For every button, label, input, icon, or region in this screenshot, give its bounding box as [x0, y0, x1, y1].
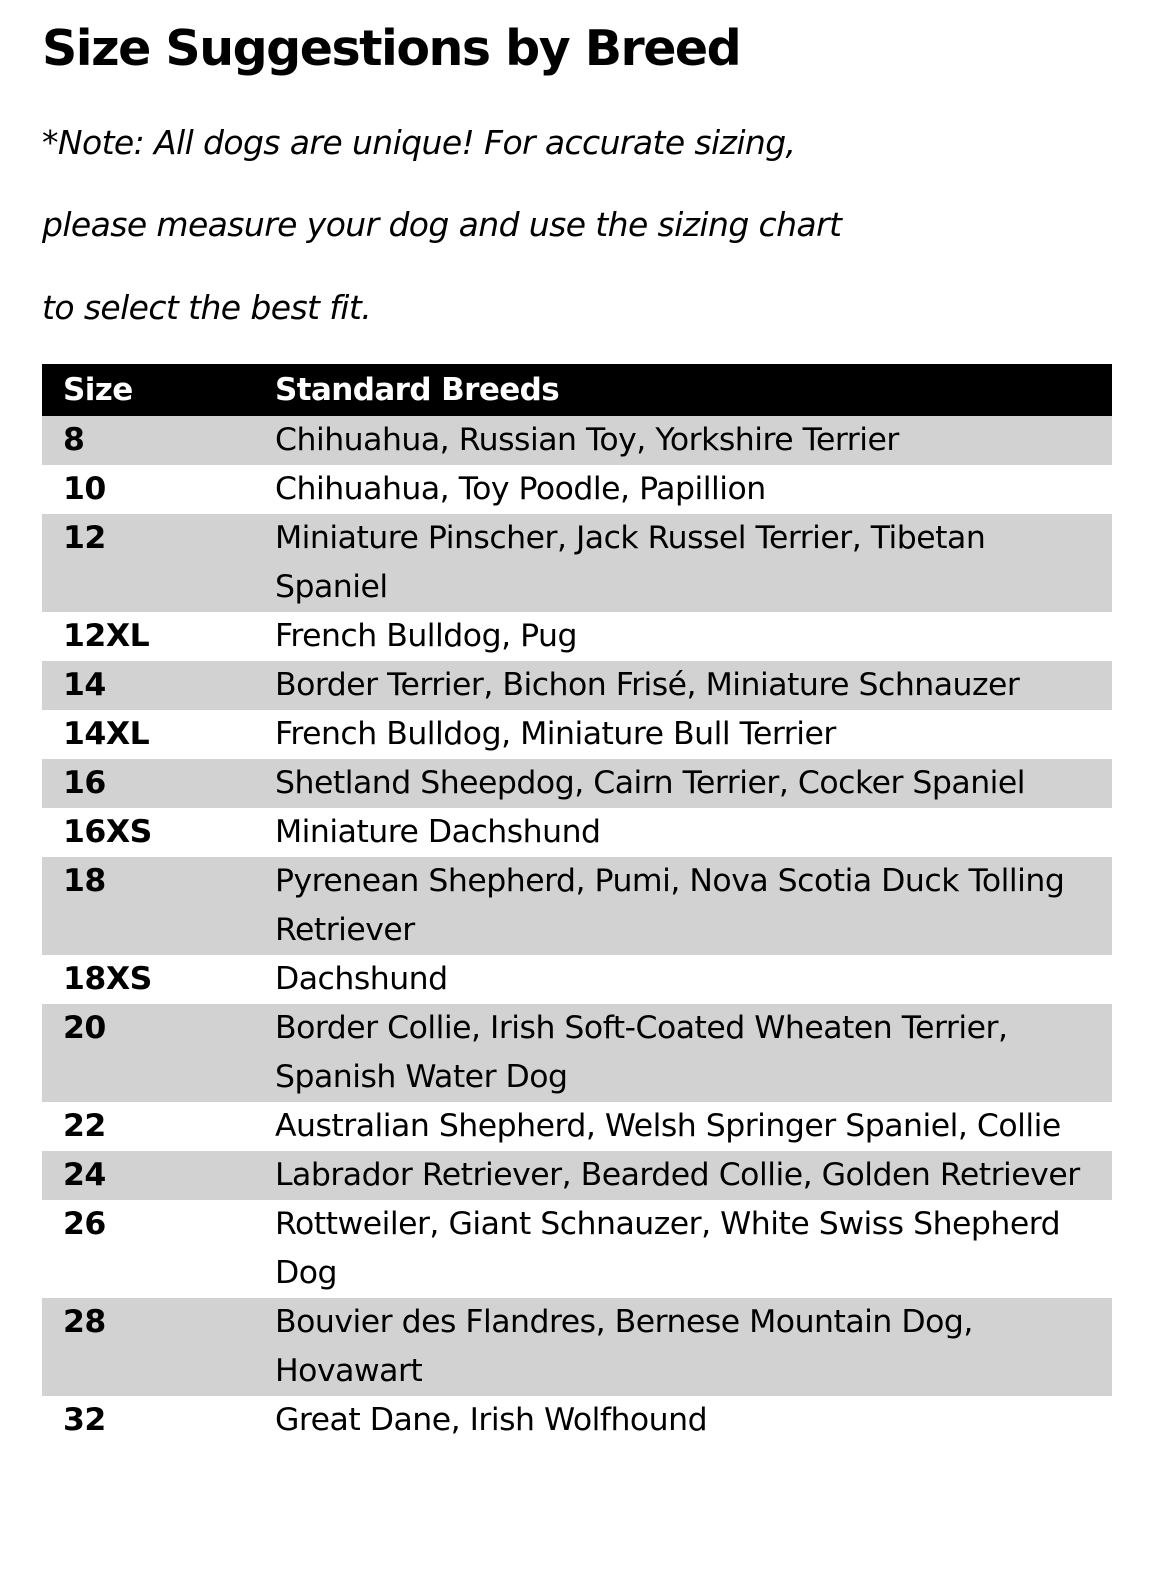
breeds-cell: French Bulldog, Miniature Bull Terrier [275, 716, 836, 752]
note-line-1: *Note: All dogs are unique! For accurate sizing, [42, 123, 796, 162]
size-cell: 16 [63, 765, 106, 801]
breeds-cell: Great Dane, Irish Wolfhound [275, 1402, 708, 1438]
page-title: Size Suggestions by Breed [42, 20, 741, 77]
size-cell: 8 [63, 422, 85, 458]
breeds-cell: Shetland Sheepdog, Cairn Terrier, Cocker Spaniel [275, 765, 1026, 801]
size-cell: 18 [63, 863, 106, 899]
table-row [42, 612, 1112, 661]
table-row [42, 465, 1112, 514]
table-row [42, 416, 1112, 465]
size-cell: 10 [63, 471, 106, 507]
size-breed-table [42, 364, 1112, 1445]
size-cell: 32 [63, 1402, 106, 1438]
size-cell: 12XL [63, 618, 150, 654]
size-cell: 22 [63, 1108, 106, 1144]
size-cell: 20 [63, 1010, 106, 1046]
size-cell: 26 [63, 1206, 106, 1242]
size-cell: 12 [63, 520, 106, 556]
size-cell: 18XS [63, 961, 152, 997]
table-row [42, 808, 1112, 857]
breeds-cell: Australian Shepherd, Welsh Springer Spaniel, Collie [275, 1108, 1061, 1144]
breeds-cell: French Bulldog, Pug [275, 618, 577, 654]
size-cell: 24 [63, 1157, 106, 1193]
breeds-cell: Border Collie, Irish Soft-Coated Wheaten Terrier, Spanish Water Dog [275, 1010, 1008, 1095]
table-row [42, 1298, 1112, 1396]
header-size: Size [63, 372, 133, 408]
table-row [42, 710, 1112, 759]
table-row [42, 857, 1112, 955]
breeds-cell: Rottweiler, Giant Schnauzer, White Swiss Shepherd Dog [275, 1206, 1061, 1291]
table-row [42, 514, 1112, 612]
size-cell: 14XL [63, 716, 150, 752]
breeds-cell: Chihuahua, Russian Toy, Yorkshire Terrier [275, 422, 899, 458]
breeds-cell: Chihuahua, Toy Poodle, Papillion [275, 471, 766, 507]
table-row [42, 1004, 1112, 1102]
breeds-cell: Bouvier des Flandres, Bernese Mountain Dog, Hovawart [275, 1304, 973, 1389]
size-cell: 28 [63, 1304, 106, 1340]
table-row [42, 1200, 1112, 1298]
table-row [42, 661, 1112, 710]
breeds-cell: Miniature Dachshund [275, 814, 601, 850]
table-row [42, 1396, 1112, 1445]
breeds-cell: Border Terrier, Bichon Frisé, Miniature Schnauzer [275, 667, 1020, 703]
breeds-cell: Dachshund [275, 961, 448, 997]
table-row [42, 1102, 1112, 1151]
size-cell: 16XS [63, 814, 152, 850]
table-row [42, 955, 1112, 1004]
table-row [42, 1151, 1112, 1200]
table-header [42, 364, 1112, 416]
breeds-cell: Labrador Retriever, Bearded Collie, Golden Retriever [275, 1157, 1080, 1193]
breeds-cell: Miniature Pinscher, Jack Russel Terrier, Tibetan Spaniel [275, 520, 986, 605]
table-row [42, 759, 1112, 808]
size-cell: 14 [63, 667, 106, 703]
note-line-2: please measure your dog and use the sizing chart [42, 205, 842, 244]
header-standard-breeds: Standard Breeds [275, 372, 560, 408]
note-line-3: to select the best fit. [42, 288, 372, 327]
breeds-cell: Pyrenean Shepherd, Pumi, Nova Scotia Duck Tolling Retriever [275, 863, 1065, 948]
